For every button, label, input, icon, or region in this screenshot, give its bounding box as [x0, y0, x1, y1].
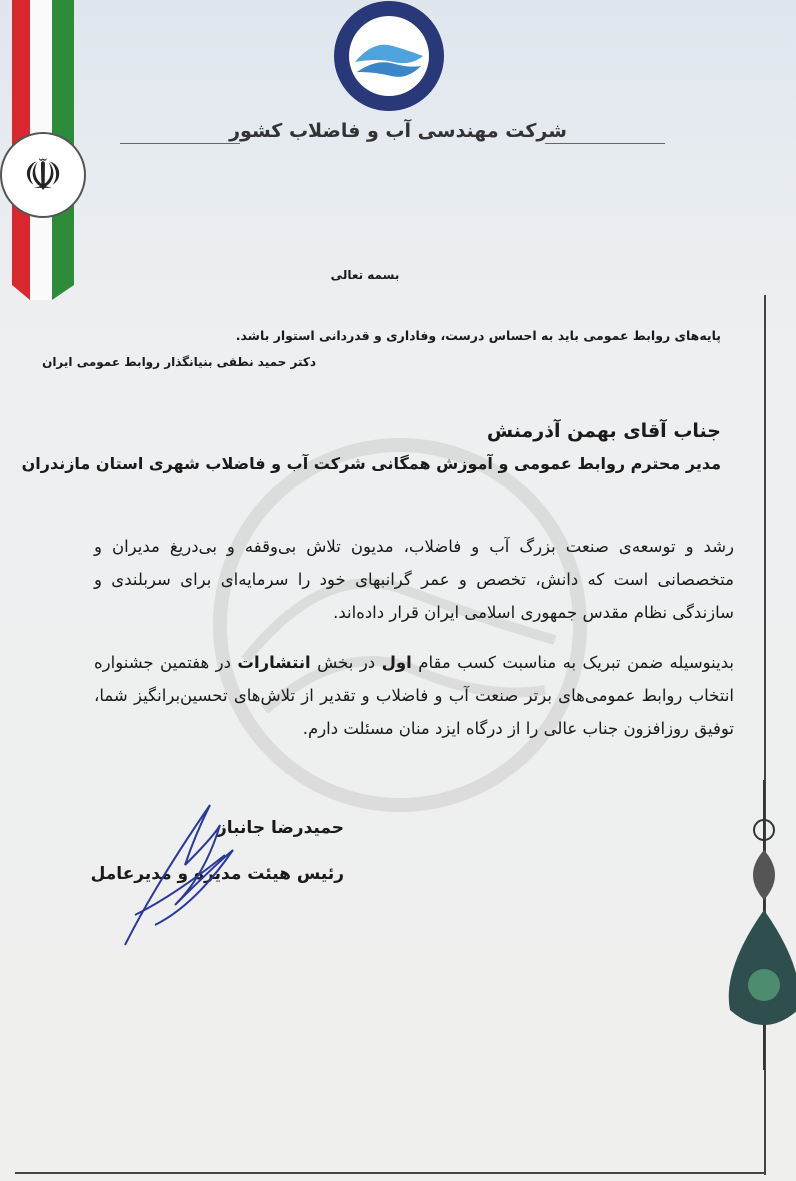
signatory-name: حمیدرضا جانباز [216, 818, 344, 838]
quote-author: دکتر حمید نطقی بنیانگذار روابط عمومی ایران [42, 355, 316, 369]
quote-text: پایه‌های روابط عمومی باید به احساس درست، وفاداری و قدردانی استوار باشد. [235, 328, 721, 343]
paragraph-text: در هفتمین جشنواره انتخاب روابط عمومی‌های برتر صنعت آب و فاضلاب و تقدیر از تلاش‌های تحسین‌برانگیز شما، توفیق روزافزون جناب عالی را از درگاه ایزد منان مسئلت دارم. [94, 653, 734, 738]
paragraph-text: بدینوسیله ضمن تبریک به مناسبت کسب مقام [411, 653, 734, 672]
recipient-name: جناب آقای بهمن آذرمنش [486, 420, 721, 442]
header-divider-right [545, 143, 665, 144]
header-divider-left [120, 143, 240, 144]
award-rank: اول [381, 653, 412, 672]
recipient-title: مدیر محترم روابط عمومی و آموزش همگانی شرکت آب و فاضلاب شهری استان مازندران [21, 454, 721, 473]
company-name: شرکت مهندسی آب و فاضلاب کشور [229, 120, 567, 142]
water-company-logo [333, 0, 445, 112]
handwritten-signature [115, 795, 235, 950]
decorative-ornament [722, 780, 796, 1070]
basmala: بسمه تعالی [330, 268, 400, 282]
body-paragraph-2 [94, 646, 734, 745]
award-section: انتشارات [237, 653, 311, 672]
body-paragraph-1: رشد و توسعه‌ی صنعت بزرگ آب و فاضلاب، مدیون تلاش بی‌وقفه و بی‌دریغ مدیران و متخصصانی است که دانش، تخصص و عمر گرانبهای خود را سرمایه‌ای برای سربلندی و سازندگی نظام مقدس جمهوری اسلامی ایران قرار داده‌اند. [94, 537, 734, 622]
signatory-title: رئیس هیئت مدیره و مدیرعامل [90, 864, 344, 884]
iran-emblem-icon: ☫ [0, 132, 86, 218]
bottom-border-line [15, 1172, 766, 1174]
paragraph-text: در بخش [310, 653, 382, 672]
